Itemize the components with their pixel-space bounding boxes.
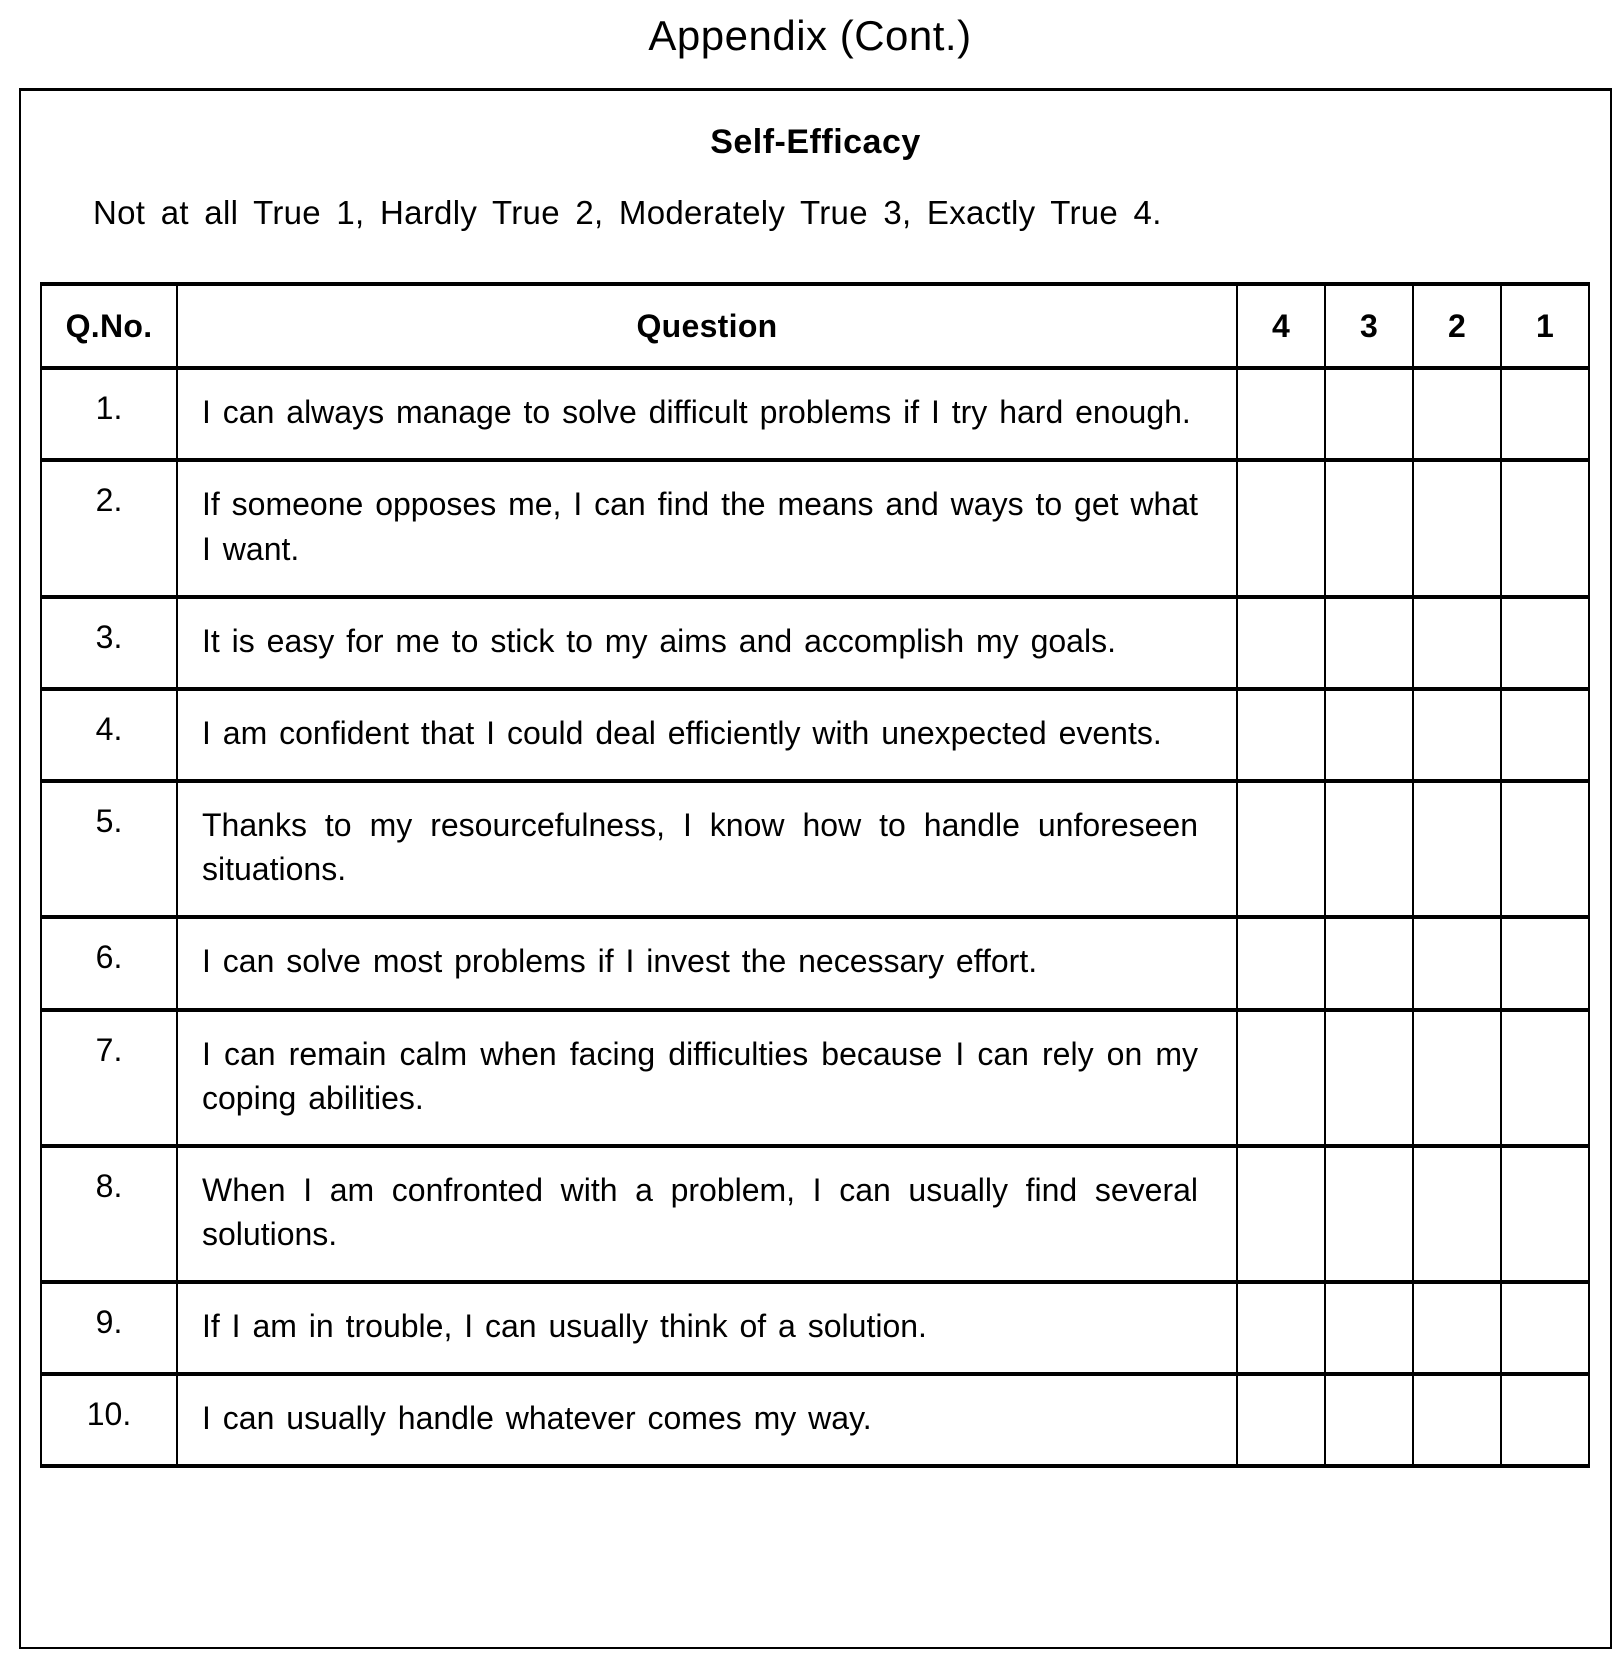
header-rating-4: 4 — [1237, 284, 1325, 368]
header-rating-1: 1 — [1501, 284, 1589, 368]
header-qno: Q.No. — [41, 284, 177, 368]
question-text: I can always manage to solve difficult problems if I try hard enough. — [177, 368, 1237, 460]
rating-cell-1[interactable] — [1501, 917, 1589, 1009]
question-number: 3. — [41, 597, 177, 689]
table-row — [41, 1374, 1589, 1466]
rating-cell-3[interactable] — [1325, 917, 1413, 1009]
rating-cell-1[interactable] — [1501, 689, 1589, 781]
rating-cell-1[interactable] — [1501, 597, 1589, 689]
header-rating-2: 2 — [1413, 284, 1501, 368]
rating-cell-1[interactable] — [1501, 1282, 1589, 1374]
question-text: I can solve most problems if I invest the necessary effort. — [177, 917, 1237, 1009]
question-text: When I am confronted with a problem, I can usually find several solutions. — [177, 1146, 1237, 1282]
rating-cell-4[interactable] — [1237, 1374, 1325, 1466]
self-efficacy-table — [40, 282, 1590, 1468]
rating-cell-2[interactable] — [1413, 1282, 1501, 1374]
question-number: 7. — [41, 1010, 177, 1146]
rating-cell-4[interactable] — [1237, 368, 1325, 460]
question-text: Thanks to my resourcefulness, I know how to handle unforeseen situations. — [177, 781, 1237, 917]
header-question: Question — [177, 284, 1237, 368]
question-number: 9. — [41, 1282, 177, 1374]
table-row — [41, 460, 1589, 596]
section-heading: Self-Efficacy — [710, 123, 921, 162]
question-number: 4. — [41, 689, 177, 781]
rating-cell-1[interactable] — [1501, 1010, 1589, 1146]
rating-cell-4[interactable] — [1237, 597, 1325, 689]
question-text: I can remain calm when facing difficulties because I can rely on my coping abilities. — [177, 1010, 1237, 1146]
rating-cell-1[interactable] — [1501, 781, 1589, 917]
rating-cell-3[interactable] — [1325, 1282, 1413, 1374]
question-rows — [41, 368, 1589, 1466]
table-row — [41, 597, 1589, 689]
rating-cell-2[interactable] — [1413, 689, 1501, 781]
rating-scale-note: Not at all True 1, Hardly True 2, Moderately True 3, Exactly True 4. — [93, 194, 1162, 232]
rating-cell-2[interactable] — [1413, 460, 1501, 596]
question-text: I can usually handle whatever comes my way. — [177, 1374, 1237, 1466]
question-text: If someone opposes me, I can find the means and ways to get what I want. — [177, 460, 1237, 596]
rating-cell-2[interactable] — [1413, 597, 1501, 689]
rating-cell-4[interactable] — [1237, 689, 1325, 781]
rating-cell-4[interactable] — [1237, 1010, 1325, 1146]
rating-cell-3[interactable] — [1325, 1146, 1413, 1282]
rating-cell-4[interactable] — [1237, 781, 1325, 917]
question-number: 1. — [41, 368, 177, 460]
rating-cell-2[interactable] — [1413, 1374, 1501, 1466]
rating-cell-1[interactable] — [1501, 368, 1589, 460]
table-header — [41, 284, 1589, 368]
rating-cell-1[interactable] — [1501, 1146, 1589, 1282]
rating-cell-3[interactable] — [1325, 1010, 1413, 1146]
table-row — [41, 1282, 1589, 1374]
rating-cell-4[interactable] — [1237, 460, 1325, 596]
appendix-box — [19, 88, 1612, 1649]
question-number: 2. — [41, 460, 177, 596]
question-text: It is easy for me to stick to my aims and accomplish my goals. — [177, 597, 1237, 689]
question-number: 10. — [41, 1374, 177, 1466]
rating-cell-4[interactable] — [1237, 1282, 1325, 1374]
question-number: 6. — [41, 917, 177, 1009]
rating-cell-1[interactable] — [1501, 1374, 1589, 1466]
rating-cell-3[interactable] — [1325, 781, 1413, 917]
rating-cell-2[interactable] — [1413, 368, 1501, 460]
header-row — [41, 284, 1589, 368]
rating-cell-3[interactable] — [1325, 368, 1413, 460]
table-row — [41, 1146, 1589, 1282]
rating-cell-4[interactable] — [1237, 1146, 1325, 1282]
page-title: Appendix (Cont.) — [648, 12, 972, 59]
rating-cell-2[interactable] — [1413, 1146, 1501, 1282]
rating-cell-3[interactable] — [1325, 460, 1413, 596]
rating-cell-3[interactable] — [1325, 597, 1413, 689]
rating-cell-2[interactable] — [1413, 917, 1501, 1009]
rating-cell-1[interactable] — [1501, 460, 1589, 596]
question-text: I am confident that I could deal efficiently with unexpected events. — [177, 689, 1237, 781]
rating-cell-2[interactable] — [1413, 1010, 1501, 1146]
rating-cell-4[interactable] — [1237, 917, 1325, 1009]
question-text: If I am in trouble, I can usually think of a solution. — [177, 1282, 1237, 1374]
rating-cell-3[interactable] — [1325, 689, 1413, 781]
question-number: 8. — [41, 1146, 177, 1282]
table-row — [41, 368, 1589, 460]
table-row — [41, 917, 1589, 1009]
rating-cell-3[interactable] — [1325, 1374, 1413, 1466]
rating-cell-2[interactable] — [1413, 781, 1501, 917]
header-rating-3: 3 — [1325, 284, 1413, 368]
table-row — [41, 781, 1589, 917]
question-number: 5. — [41, 781, 177, 917]
table-row — [41, 689, 1589, 781]
table-row — [41, 1010, 1589, 1146]
